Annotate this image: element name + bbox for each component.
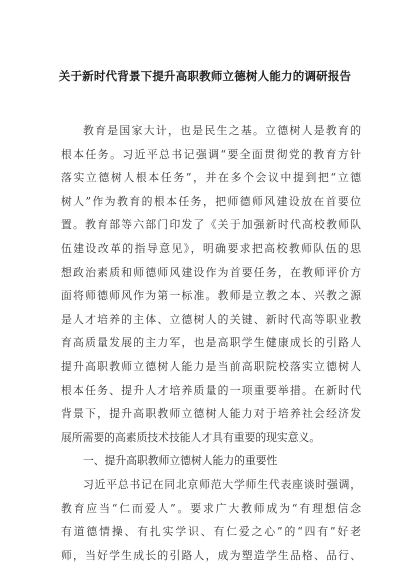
paragraph-line: 育高质量发展的主力军，也是高职学生健康成长的引路人 — [61, 336, 361, 350]
paragraph-line: 伍建设改革的指导意见》，明确要求把高校教师队伍的思 — [61, 241, 361, 255]
document-title: 关于新时代背景下提升高职教师立德树人能力的调研报告 — [58, 69, 352, 83]
paragraph-line: 师，当好学生成长的引路人，成为塑造学生品格、品行、 — [61, 548, 361, 562]
paragraph-line: 教育是国家大计，也是民生之基。立德树人是教育的 — [83, 124, 361, 137]
paragraph-line: 面将师德师风作为第一标准。教师是立教之本、兴教之源 — [61, 289, 361, 303]
document-body — [61, 119, 361, 567]
paragraph-line: 展所需要的高素质技术技能人才具有重要的现实意义。 — [61, 430, 321, 444]
paragraph-line: 置。教育部等六部门印发了《关于加强新时代高校教师队 — [61, 218, 361, 232]
paragraph-line: 提升高职教师立德树人能力是当前高职院校落实立德树人 — [61, 359, 361, 373]
section-heading: 一、提升高职教师立德树人能力的重要性 — [83, 454, 278, 468]
paragraph-line: 习近平总书记在同北京师范大学师生代表座谈时强调， — [83, 477, 361, 491]
paragraph-line: 是人才培养的主体、立德树人的关键、新时代高等职业教 — [61, 312, 361, 326]
paragraph-line: 有道德情操、有扎实学识、有仁爱之心”的“四有”好老 — [61, 525, 361, 539]
paragraph-line: 根本任务。习近平总书记强调“要全面贯彻党的教育方针 — [61, 147, 361, 161]
paragraph-line: 根本任务、提升人才培养质量的一项重要举措。在新时代 — [61, 383, 361, 397]
paragraph-line: 树人”作为教育的根本任务，把师德师风建设放在首要位 — [61, 194, 361, 208]
paragraph-line: 背景下，提升高职教师立德树人能力对于培养社会经济发 — [61, 407, 361, 421]
paragraph-line: 落实立德树人根本任务”，并在多个会议中提到把“立德 — [61, 171, 361, 185]
paragraph-line: 教育应当“仁而爱人”。要求广大教师成为“有理想信念 — [61, 501, 361, 515]
paragraph-line: 想政治素质和师德师风建设作为首要任务，在教师评价方 — [61, 265, 361, 279]
